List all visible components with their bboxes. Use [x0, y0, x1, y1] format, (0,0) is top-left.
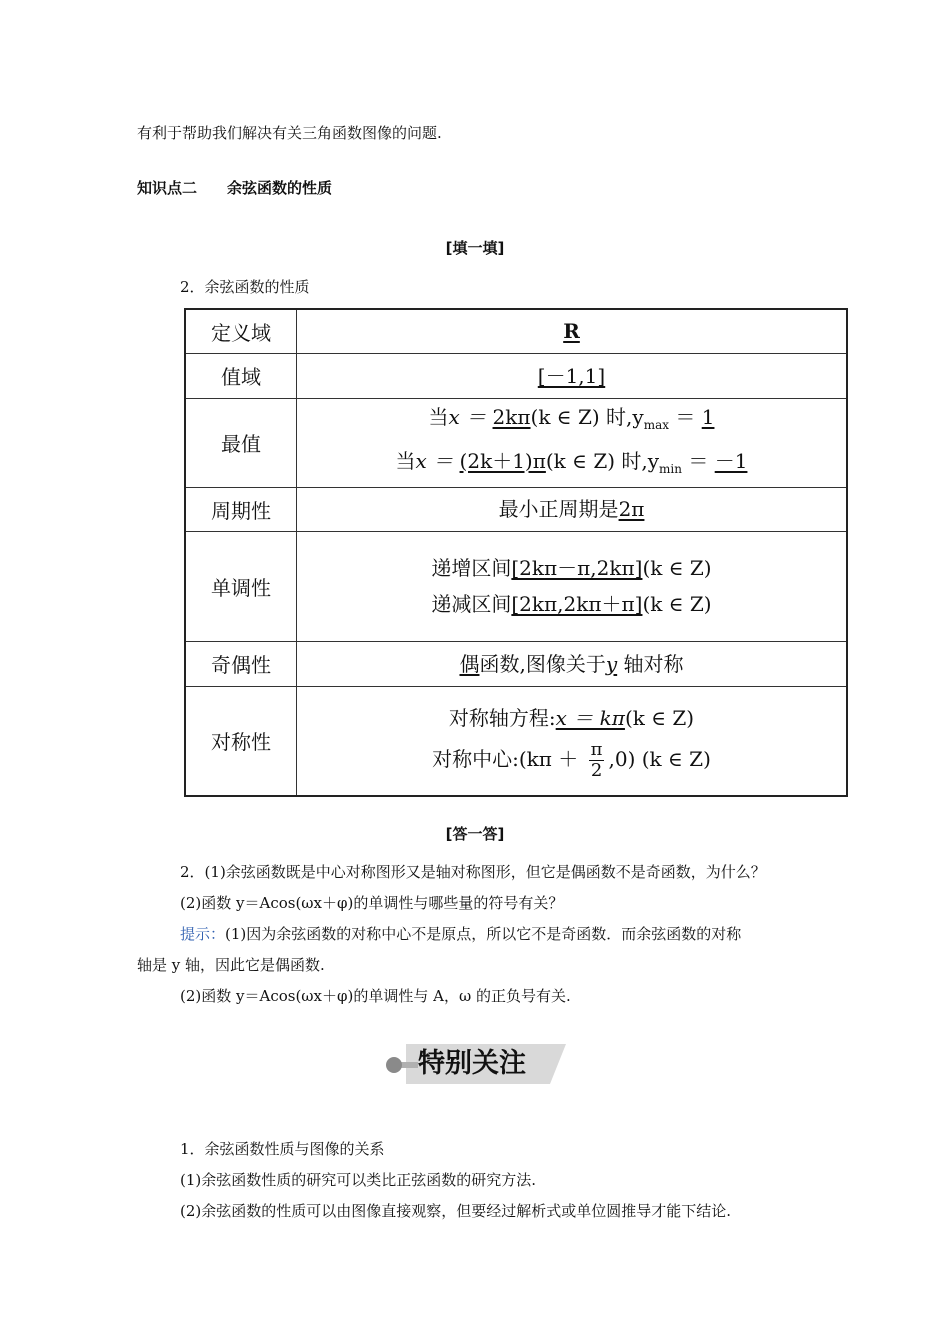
question-1: 2．(1)余弦函数既是中心对称图形又是轴对称图形，但它是偶函数不是奇函数，为什么？ — [180, 863, 766, 881]
row-value-monotonic — [297, 531, 848, 641]
center-tail: ,0) (k ∈ Z) — [608, 747, 711, 772]
fraction-numerator: π — [590, 739, 603, 761]
domain-value: R — [563, 319, 580, 344]
note-title: 1．余弦函数性质与图像的关系 — [180, 1140, 385, 1158]
parity-text-2: 轴对称 — [617, 651, 684, 676]
hint-text-1: (1)因为余弦函数的对称中心不是原点，所以它不是奇函数．而余弦函数的对称 — [225, 925, 742, 943]
note-1: (1)余弦函数性质的研究可以类比正弦函数的研究方法. — [180, 1171, 537, 1189]
fraction-denominator: 2 — [590, 760, 603, 782]
max-fill: 2kπ — [492, 404, 531, 429]
inc-cond: (k ∈ Z) — [642, 556, 712, 580]
range-value: [－1,1] — [537, 363, 606, 388]
min-value: －1 — [714, 448, 748, 473]
max-pre: 当 — [428, 404, 449, 429]
period-text: 最小正周期是 — [498, 497, 619, 521]
axis-line — [297, 700, 846, 736]
row-key-monotonic: 单调性 — [185, 531, 297, 641]
max-line: 当x ＝ 2kπ(k ∈ Z) 时$,y_{max} = 1$ — [428, 404, 715, 432]
row-value-parity — [297, 641, 848, 686]
dec-fill: [2kπ,2kπ＋π] — [511, 592, 643, 616]
row-value-symmetry — [297, 686, 848, 796]
row-key-range: 值域 — [185, 353, 297, 398]
max-cond: (k ∈ Z) 时,y — [530, 404, 644, 429]
dec-cond: (k ∈ Z) — [642, 592, 712, 616]
fill-label: [填一填] — [445, 239, 505, 257]
min-line: 当x ＝ (2k＋1)π(k ∈ Z) 时$,y_{min} = -1$ — [395, 448, 748, 476]
table-caption: 2．余弦函数的性质 — [180, 278, 310, 296]
inc-label: 递增区间 — [431, 556, 512, 580]
period-fill: 2π — [618, 497, 645, 521]
min-sub: min — [659, 461, 682, 476]
note-2: (2)余弦函数的性质可以由图像直接观察，但要经过解析式或单位圆推导才能下结论. — [180, 1202, 732, 1220]
table-row — [185, 398, 847, 487]
inc-fill: [2kπ－π,2kπ] — [511, 556, 643, 580]
pi-over-2-fraction — [589, 740, 605, 781]
hint-line-1 — [180, 924, 741, 944]
axis-fill: x ＝ kπ — [555, 706, 625, 731]
center-line — [297, 740, 846, 781]
max-value: 1 — [701, 404, 715, 429]
hint-line-3: (2)函数 y＝Acos(ωx＋φ)的单调性与 A，ω 的正负号有关. — [180, 987, 571, 1005]
table-row — [185, 686, 847, 796]
parity-fill-2: y — [605, 651, 618, 676]
axis-label: 对称轴方程: — [448, 706, 556, 731]
min-cond: (k ∈ Z) 时,y — [545, 448, 660, 473]
row-key-extrema: 最值 — [185, 398, 297, 487]
cosine-properties-table — [184, 308, 848, 797]
row-value-extrema — [297, 398, 848, 487]
max-sub: max — [643, 417, 669, 432]
decreasing-line — [297, 586, 846, 622]
row-key-period: 周期性 — [185, 487, 297, 531]
min-pre: 当 — [395, 448, 416, 473]
hint-line-2: 轴是 y 轴，因此它是偶函数. — [137, 956, 325, 974]
increasing-line — [297, 550, 846, 586]
special-attention-banner — [384, 1042, 566, 1086]
table-row — [185, 309, 847, 353]
question-2: (2)函数 y＝Acos(ωx＋φ)的单调性与哪些量的符号有关？ — [180, 894, 564, 912]
answer-label: [答一答] — [445, 825, 505, 843]
axis-cond: (k ∈ Z) — [624, 706, 695, 731]
section-heading: 知识点二 余弦函数的性质 — [137, 179, 333, 197]
row-value-period — [297, 487, 848, 531]
parity-text-1: 函数,图像关于 — [479, 651, 606, 676]
row-value-range — [297, 353, 848, 398]
row-key-parity: 奇偶性 — [185, 641, 297, 686]
table-row — [185, 487, 847, 531]
table-row — [185, 531, 847, 641]
dec-label: 递减区间 — [431, 592, 512, 616]
max-x: x ＝ — [448, 404, 493, 429]
table-row — [185, 641, 847, 686]
min-x: x ＝ — [415, 448, 460, 473]
hint-label: 提示： — [180, 925, 226, 943]
table-row — [185, 353, 847, 398]
row-key-symmetry: 对称性 — [185, 686, 297, 796]
min-fill: (2k＋1)π — [459, 448, 546, 473]
row-key-domain: 定义域 — [185, 309, 297, 353]
banner-title: 特别关注 — [418, 1048, 526, 1079]
parity-fill-1: 偶 — [459, 651, 480, 676]
row-value-domain — [297, 309, 848, 353]
intro-line: 有利于帮助我们解决有关三角函数图像的问题. — [137, 124, 442, 142]
center-label: 对称中心:(kπ ＋ — [432, 747, 585, 772]
